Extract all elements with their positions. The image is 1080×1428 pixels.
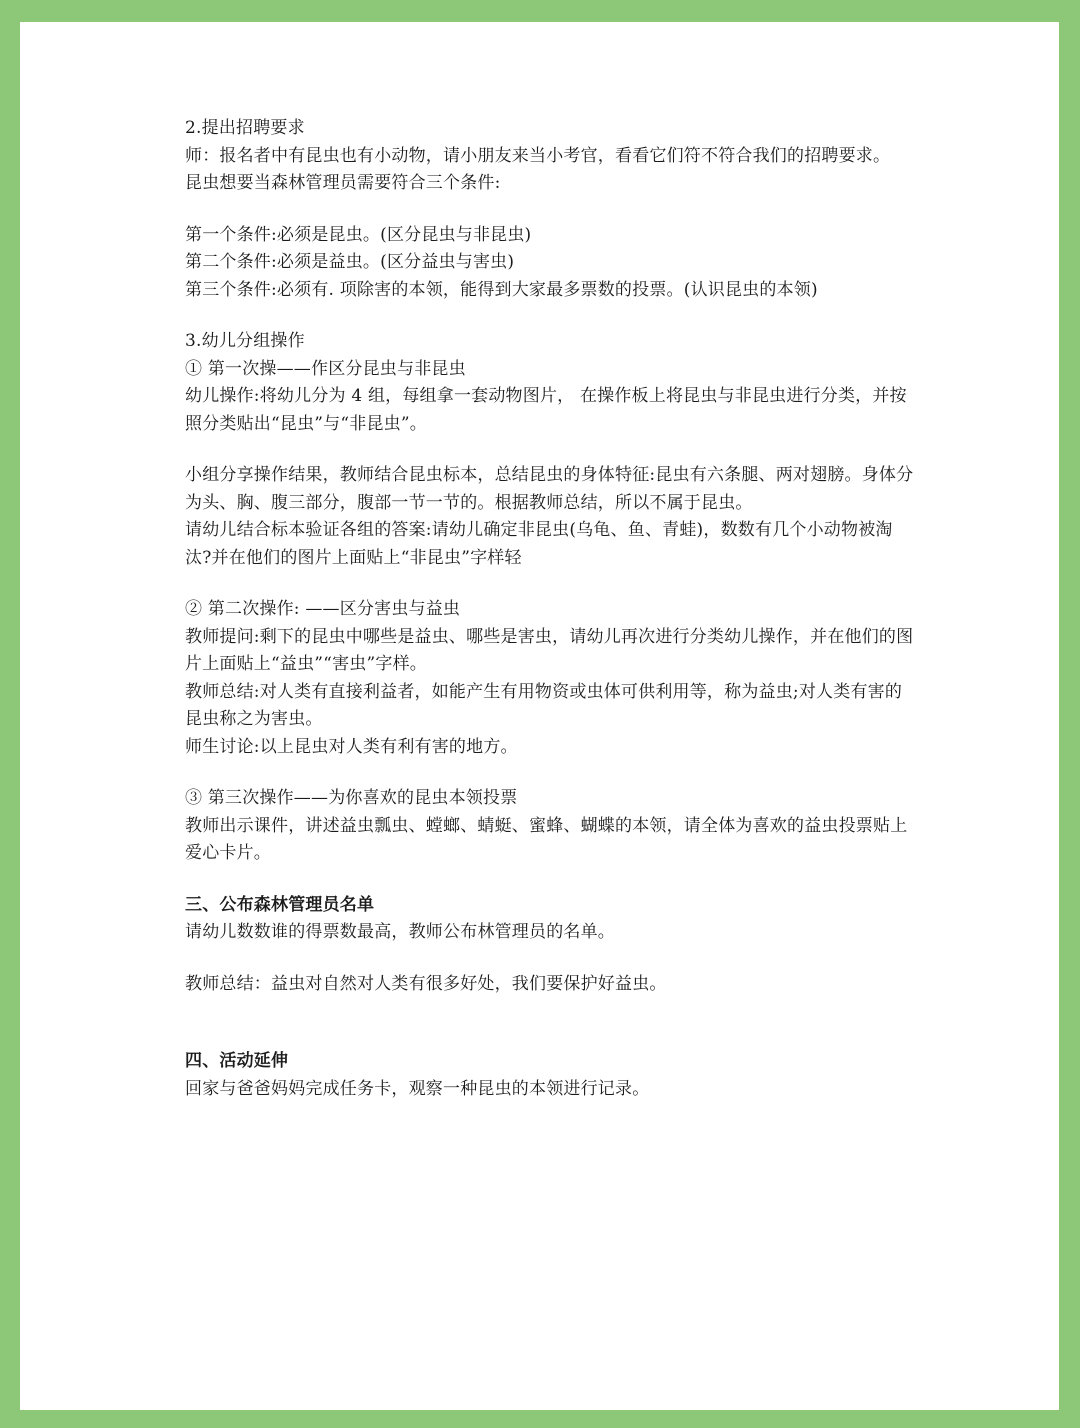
section-title: 三、公布森林管理员名单	[185, 894, 375, 915]
paragraph: 回家与爸爸妈妈完成任务卡，观察一种昆虫的本领进行记录。	[185, 1078, 650, 1099]
paragraph: 教师出示课件，讲述益虫瓢虫、螳螂、蜻蜓、蜜蜂、蝴蝶的本领，请全体为喜欢的益虫投票贴上爱心卡片。	[185, 815, 908, 863]
condition-item: 第二个条件:必须是益虫。(区分益虫与害虫)	[185, 252, 515, 272]
step-title: ② 第二次操作: ——区分害虫与益虫	[185, 599, 461, 619]
paragraph: 请幼儿数数谁的得票数最高，教师公布林管理员的名单。	[185, 922, 615, 942]
step-title: ③ 第三次操作——为你喜欢的昆虫本领投票	[185, 788, 518, 808]
paragraph: 小组分享操作结果，教师结合昆虫标本，总结昆虫的身体特征:昆虫有六条腿、两对翅膀。身体分为头、胸、腹三部分，腹部一节一节的。根据教师总结，所以不属于昆虫。	[185, 465, 914, 513]
spacer	[185, 572, 915, 596]
paragraph: 幼儿操作:将幼儿分为 4 组，每组拿一套动物图片， 在操作板上将昆虫与非昆虫进行分类，并按照分类贴出“昆虫”与“非昆虫”。	[185, 386, 907, 434]
step-title: ① 第一次操——作区分昆虫与非昆虫	[185, 358, 466, 379]
spacer	[185, 761, 915, 785]
section-title: 3.幼儿分组操作	[185, 331, 305, 351]
spacer	[185, 947, 915, 971]
paragraph: 师生讨论:以上昆虫对人类有利有害的地方。	[185, 736, 518, 757]
section-title: 四、活动延伸	[185, 1051, 289, 1071]
paragraph: 师：报名者中有昆虫也有小动物，请小朋友来当小考官，看看它们符不符合我们的招聘要求。	[185, 145, 891, 166]
spacer	[185, 868, 915, 892]
spacer	[185, 998, 915, 1048]
section-title: 2.提出招聘要求	[185, 118, 305, 138]
paragraph: 请幼儿结合标本验证各组的答案:请幼儿确定非昆虫(乌龟、鱼、青蛙)，数数有几个小动物被淘汰?并在他们的图片上面贴上“非昆虫”字样轻	[185, 520, 893, 568]
document-body	[185, 115, 915, 1103]
paragraph: 昆虫想要当森林管理员需要符合三个条件:	[185, 173, 501, 193]
condition-item: 第三个条件:必须有. 项除害的本领，能得到大家最多票数的投票。(认识昆虫的本领)	[185, 279, 818, 300]
spacer	[185, 198, 915, 222]
document-page	[20, 22, 1059, 1410]
spacer	[185, 304, 915, 328]
paragraph: 教师总结：益虫对自然对人类有很多好处，我们要保护好益虫。	[185, 973, 667, 994]
spacer	[185, 438, 915, 462]
condition-item: 第一个条件:必须是昆虫。(区分昆虫与非昆虫)	[185, 224, 532, 245]
paragraph: 教师总结:对人类有直接利益者，如能产生有用物资或虫体可供利用等，称为益虫;对人类有害的昆虫称之为害虫。	[185, 681, 903, 729]
paragraph: 教师提问:剩下的昆虫中哪些是益虫、哪些是害虫，请幼儿再次进行分类幼儿操作，并在他们的图片上面贴上“益虫”“害虫”字样。	[185, 626, 914, 674]
